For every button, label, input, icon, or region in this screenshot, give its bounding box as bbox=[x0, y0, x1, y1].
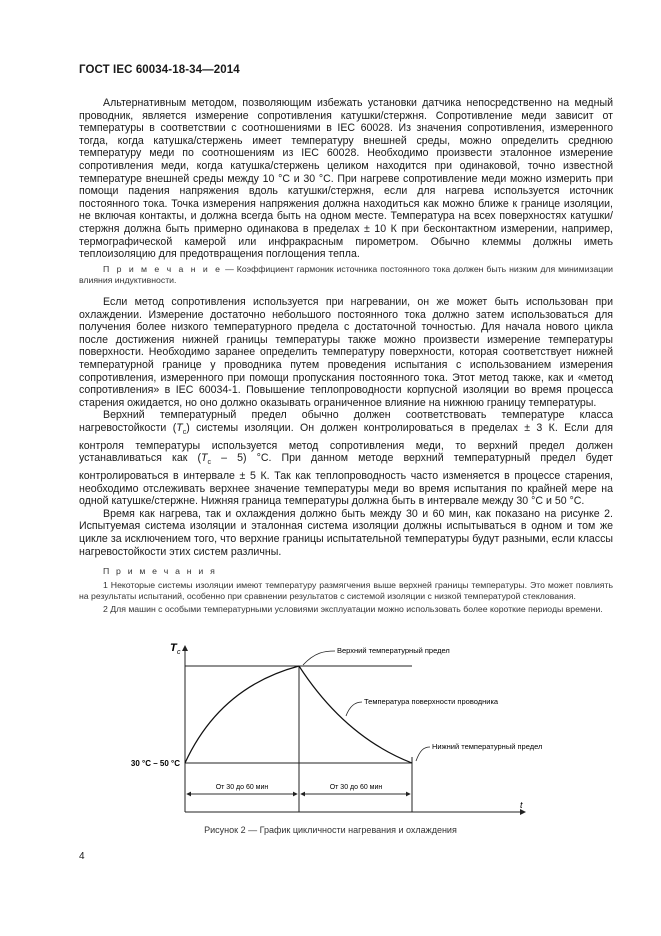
note-harmonics bbox=[79, 264, 613, 286]
note-text: — Коэффициент гармоник источника постоянного тока должен быть низким для минимизации влияния индуктивности. bbox=[79, 264, 613, 285]
paragraph-resistance-method: Альтернативным методом, позволяющим избежать установки датчика непосредственно на медный проводник, является измерение сопротивления катушки/стержня. Сопротивление меди зависит от температуры в соответствии с соотношениями в IEC 60028. Из значения сопротивления, измеренного тогда, когда катушка/стержень имеет температуру внешней среды, можно определить среднюю температуру меди по соотношениям из IEC 60028. Необходимо произвести эталонное измерение сопротивления меди, когда катушка/стержень целиком находится при одинаковой, точно известной температуре внешней среды между 10 °С и 30 °С. При нагреве сопротивление меди можно измерить при помощи падения напряжения вдоль катушки/стержня, если для нагрева используется источник постоянного тока. Точка измерения напряжения должна находиться как можно ближе к границе изоляции, не включая контакты, и должна всегда быть на одном месте. Температура на всех поверхностях катушки/стержня должна быть примерно одинакова в пределах ± 10 К при бесконтактном измерении, например, термографической камерой или инфракрасным пирометром. Обычно клеммы должны иметь теплоизоляцию для предотвращения поглощения тепла. bbox=[79, 97, 613, 261]
note-label: П р и м е ч а н и е bbox=[103, 264, 223, 274]
document-header: ГОСТ IEC 60034-18-34—2014 bbox=[79, 64, 240, 76]
surface-callout-line bbox=[346, 702, 362, 716]
lower-callout-line bbox=[416, 747, 430, 761]
note-item-2: 2 Для машин с особыми температурными условиями эксплуатации можно использовать более короткие периоды времени. bbox=[103, 604, 603, 614]
notes-label: П р и м е ч а н и я bbox=[103, 566, 217, 576]
y-axis-sub: c bbox=[177, 649, 181, 656]
upper-limit-label: Верхний температурный предел bbox=[337, 646, 450, 655]
x-axis-label: t bbox=[520, 800, 523, 810]
paragraph-cooling: Если метод сопротивления используется при нагревании, он же может быть использован при охлаждении. Измерение достаточно небольшого постоянного тока должно затем использоваться для получения более низкого температурного предела с достаточной точностью. Для начала нового цикла после достижения нижней границы температуры также можно произвести измерение температуры поверхности. Необходимо заранее определить температуру поверхности, которая соответствует нижней температурной границе у проводника путем проведения испытания с использованием измерения сопротивления, измеренного при помощи пропускания постоянного тока. Этот метод также, как и «метод сопротивления» в IEC 60034-1. Повышение теплопроводности корпусной изоляции во время процесса старения ожидается, но оно должно оказывать ограниченное влияние на нижнюю границу температуры. bbox=[79, 296, 613, 409]
paragraph-time: Время как нагрева, так и охлаждения должно быть между 30 и 60 мин, как показано на рисунке 2. Испытуемая система изоляции и эталонная система изоляции должны испытываться в одном и том же цикле за исключением того, что верхние границы испытательной температуры будут разными, если классы нагревостойкости этих систем различны. bbox=[79, 507, 613, 558]
paragraph-block-top bbox=[79, 97, 613, 261]
cooling-curve bbox=[299, 666, 412, 763]
figure-caption: Рисунок 2 — График цикличности нагревания и охлаждения bbox=[204, 825, 457, 835]
lower-limit-label: Нижний температурный предел bbox=[432, 742, 543, 751]
cycle-diagram bbox=[100, 632, 550, 822]
paragraph-block-mid bbox=[79, 296, 613, 558]
upper-callout-line bbox=[303, 651, 335, 665]
cool-interval-label: От 30 до 60 мин bbox=[329, 784, 383, 791]
note-item-1: 1 Некоторые системы изоляции имеют температуру размягчения выше верхней границы температуры. Это может повлиять на результаты испытаний, особенно при сравнении результатов с системой изоляции с низкой температурой стеклования. bbox=[79, 580, 613, 601]
heating-curve bbox=[185, 666, 299, 763]
paragraph-upper-limit: Верхний температурный предел обычно должен соответствовать температуре класса нагревостойкости $(T_c)$ системы изоляции. Он должен контролироваться в пределах ± 3 К. Если для контроля температуры используется метод сопротивления меди, то верхний предел должен устанавливаться как $(T_c - 5)$ °С. При данном методе верхний температурный предел будет контролироваться в интервале ± 5 К. Так как теплопроводность часто изменяется в процессе старения, необходимо отслеживать верхнее значение температуры меди во время испытания по крайней мере на одной катушке/стержне. Нижняя граница температуры должна быть в интервале между 30 °С и 50 °С. bbox=[79, 409, 613, 508]
page-number: 4 bbox=[79, 851, 85, 862]
surface-temp-label: Температура поверхности проводника bbox=[364, 697, 499, 706]
heat-interval-label: От 30 до 60 мин bbox=[215, 784, 269, 791]
low-value-label: 30 °С – 50 °С bbox=[130, 759, 180, 768]
notes-block bbox=[79, 566, 613, 615]
y-axis-symbol: T bbox=[170, 642, 177, 654]
